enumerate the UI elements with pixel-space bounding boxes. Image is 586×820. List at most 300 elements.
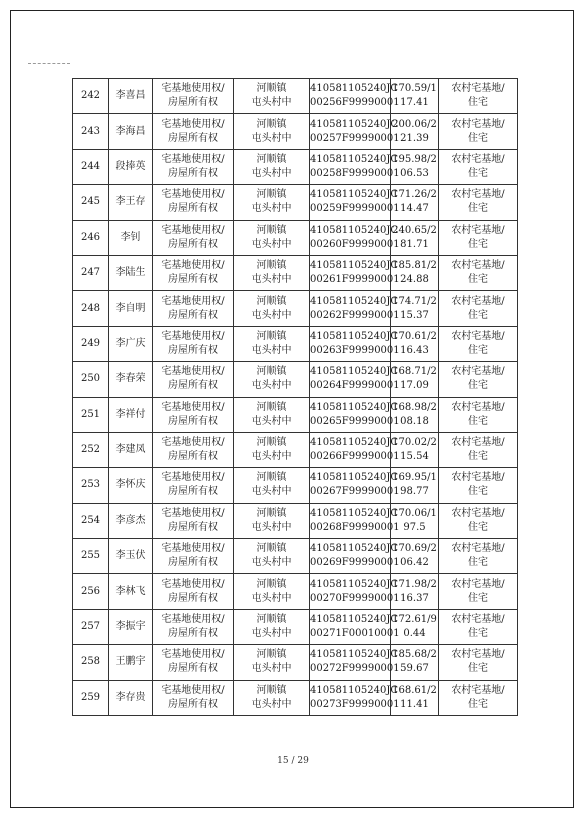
area-cell-line: 170.02/2 xyxy=(392,437,437,449)
record-number-cell: 249 xyxy=(73,326,109,361)
unit-code-cell-line: 410581105240JC xyxy=(310,189,399,201)
unit-code-cell-line: 00260F99990001 xyxy=(310,238,400,250)
owner-name-cell: 李王存 xyxy=(109,185,153,220)
record-number-cell: 248 xyxy=(73,291,109,326)
unit-code-cell-line: 410581105240JC xyxy=(310,153,399,165)
usage-cell-line: 住宅 xyxy=(468,380,488,392)
right-type-cell xyxy=(153,574,234,609)
unit-code-cell-line: 00267F99990001 xyxy=(310,486,400,498)
unit-code-cell-line: 00266F99990001 xyxy=(310,451,400,463)
usage-cell-line: 农村宅基地/ xyxy=(451,189,505,201)
unit-code-cell xyxy=(310,362,400,397)
unit-code-cell-line: 00256F99990001 xyxy=(310,97,400,109)
area-cell xyxy=(391,503,439,538)
location-cell-line: 屯头村中 xyxy=(251,415,292,427)
record-number-cell: 250 xyxy=(73,362,109,397)
right-type-cell-line: 房屋所有权 xyxy=(168,238,218,250)
record-number-cell: 246 xyxy=(73,220,109,255)
usage-cell xyxy=(439,503,518,538)
location-cell xyxy=(234,326,310,361)
right-type-cell-line: 房屋所有权 xyxy=(168,97,218,109)
unit-code-cell xyxy=(310,645,400,680)
unit-code-cell-line: 410581105240JC xyxy=(310,614,399,626)
table-row xyxy=(73,79,518,114)
area-cell-line: 17.09 xyxy=(400,380,429,392)
right-type-cell-line: 宅基地使用权/ xyxy=(161,507,225,519)
unit-code-cell-line: 00263F99990001 xyxy=(310,344,400,356)
location-cell-line: 屯头村中 xyxy=(251,132,292,144)
location-cell xyxy=(234,149,310,184)
location-cell xyxy=(234,114,310,149)
area-cell-line: 17.41 xyxy=(400,97,429,109)
usage-cell xyxy=(439,432,518,467)
location-cell-line: 屯头村中 xyxy=(251,380,292,392)
right-type-cell-line: 宅基地使用权/ xyxy=(161,684,225,696)
right-type-cell xyxy=(153,468,234,503)
unit-code-cell-line: 00257F99990001 xyxy=(310,132,400,144)
location-cell-line: 河顺镇 xyxy=(256,118,287,130)
right-type-cell-line: 宅基地使用权/ xyxy=(161,224,225,236)
usage-cell-line: 农村宅基地/ xyxy=(451,366,505,378)
usage-cell-line: 农村宅基地/ xyxy=(451,614,505,626)
location-cell-line: 屯头村中 xyxy=(251,592,292,604)
unit-code-cell-line: 00270F99990001 xyxy=(310,592,400,604)
area-cell-line: 185.68/2 xyxy=(392,649,437,661)
area-cell-line: 195.98/2 xyxy=(392,153,437,165)
record-number-cell: 244 xyxy=(73,149,109,184)
location-cell-line: 屯头村中 xyxy=(251,557,292,569)
records-table-body xyxy=(73,79,518,716)
right-type-cell xyxy=(153,503,234,538)
unit-code-cell-line: 410581105240JC xyxy=(310,543,399,555)
area-cell-line: 15.37 xyxy=(400,309,429,321)
area-cell-line: 171.98/2 xyxy=(392,578,437,590)
right-type-cell-line: 宅基地使用权/ xyxy=(161,543,225,555)
location-cell-line: 河顺镇 xyxy=(256,330,287,342)
usage-cell-line: 住宅 xyxy=(468,309,488,321)
unit-code-cell-line: 00268F99990001 xyxy=(310,521,400,533)
area-cell-line: 08.18 xyxy=(400,415,429,427)
unit-code-cell xyxy=(310,539,400,574)
location-cell-line: 河顺镇 xyxy=(256,83,287,95)
owner-name-cell: 李钊 xyxy=(109,220,153,255)
right-type-cell xyxy=(153,645,234,680)
right-type-cell xyxy=(153,255,234,290)
location-cell xyxy=(234,503,310,538)
area-cell-line: 170.06/1 xyxy=(392,507,437,519)
usage-cell xyxy=(439,609,518,644)
unit-code-cell-line: 410581105240JC xyxy=(310,578,399,590)
usage-cell-line: 农村宅基地/ xyxy=(451,153,505,165)
usage-cell xyxy=(439,291,518,326)
usage-cell-line: 住宅 xyxy=(468,167,488,179)
owner-name-cell: 李彦杰 xyxy=(109,503,153,538)
usage-cell-line: 农村宅基地/ xyxy=(451,224,505,236)
location-cell-line: 屯头村中 xyxy=(251,238,292,250)
area-cell xyxy=(391,680,439,715)
location-cell xyxy=(234,468,310,503)
right-type-cell-line: 房屋所有权 xyxy=(168,698,218,710)
owner-name-cell: 李建凤 xyxy=(109,432,153,467)
unit-code-cell-line: 00273F99990001 xyxy=(310,698,400,710)
right-type-cell-line: 宅基地使用权/ xyxy=(161,260,225,272)
usage-cell xyxy=(439,326,518,361)
unit-code-cell-line: 410581105240JC xyxy=(310,649,399,661)
area-cell-line: 170.69/2 xyxy=(392,543,437,555)
area-cell-line: 170.59/1 xyxy=(392,83,437,95)
table-row xyxy=(73,609,518,644)
usage-cell-line: 农村宅基地/ xyxy=(451,684,505,696)
unit-code-cell-line: 410581105240JC xyxy=(310,684,399,696)
area-cell-line: 98.77 xyxy=(400,486,429,498)
records-table xyxy=(72,78,518,716)
owner-name-cell: 李祥付 xyxy=(109,397,153,432)
usage-cell-line: 农村宅基地/ xyxy=(451,330,505,342)
location-cell-line: 河顺镇 xyxy=(256,189,287,201)
area-cell-line: 14.47 xyxy=(400,203,429,215)
area-cell-line: 171.26/2 xyxy=(392,189,437,201)
unit-code-cell xyxy=(310,291,400,326)
record-number-cell: 247 xyxy=(73,255,109,290)
owner-name-cell: 李存贵 xyxy=(109,680,153,715)
usage-cell-line: 农村宅基地/ xyxy=(451,260,505,272)
location-cell xyxy=(234,185,310,220)
area-cell-line: 81.71 xyxy=(400,238,429,250)
location-cell-line: 屯头村中 xyxy=(251,97,292,109)
record-number-cell: 242 xyxy=(73,79,109,114)
location-cell xyxy=(234,680,310,715)
unit-code-cell-line: 00259F99990001 xyxy=(310,203,400,215)
right-type-cell xyxy=(153,185,234,220)
usage-cell xyxy=(439,468,518,503)
area-cell-line: 16.37 xyxy=(400,592,429,604)
area-cell-line: 06.42 xyxy=(400,557,429,569)
right-type-cell-line: 宅基地使用权/ xyxy=(161,153,225,165)
record-number-cell: 254 xyxy=(73,503,109,538)
right-type-cell xyxy=(153,79,234,114)
usage-cell-line: 住宅 xyxy=(468,663,488,675)
unit-code-cell xyxy=(310,326,400,361)
area-cell xyxy=(391,220,439,255)
right-type-cell xyxy=(153,539,234,574)
table-row xyxy=(73,291,518,326)
area-cell-line: 174.71/2 xyxy=(392,295,437,307)
table-row xyxy=(73,185,518,220)
usage-cell xyxy=(439,185,518,220)
usage-cell-line: 住宅 xyxy=(468,415,488,427)
area-cell-line: 200.06/2 xyxy=(392,118,437,130)
table-row xyxy=(73,680,518,715)
usage-cell-line: 住宅 xyxy=(468,238,488,250)
record-number-cell: 252 xyxy=(73,432,109,467)
location-cell xyxy=(234,397,310,432)
right-type-cell-line: 宅基地使用权/ xyxy=(161,189,225,201)
usage-cell-line: 住宅 xyxy=(468,486,488,498)
right-type-cell xyxy=(153,680,234,715)
unit-code-cell-line: 00264F99990001 xyxy=(310,380,400,392)
unit-code-cell xyxy=(310,79,400,114)
usage-cell xyxy=(439,149,518,184)
right-type-cell-line: 房屋所有权 xyxy=(168,309,218,321)
location-cell-line: 屯头村中 xyxy=(251,486,292,498)
area-cell-line: 15.54 xyxy=(400,451,429,463)
usage-cell-line: 住宅 xyxy=(468,203,488,215)
right-type-cell-line: 房屋所有权 xyxy=(168,203,218,215)
area-cell-line: 169.95/1 xyxy=(392,472,437,484)
owner-name-cell: 李喜昌 xyxy=(109,79,153,114)
unit-code-cell-line: 410581105240JC xyxy=(310,295,399,307)
unit-code-cell-line: 410581105240JC xyxy=(310,83,399,95)
unit-code-cell-line: 410581105240JC xyxy=(310,330,399,342)
usage-cell-line: 农村宅基地/ xyxy=(451,507,505,519)
area-cell-line: 21.39 xyxy=(400,132,429,144)
location-cell-line: 屯头村中 xyxy=(251,203,292,215)
location-cell-line: 河顺镇 xyxy=(256,437,287,449)
right-type-cell-line: 宅基地使用权/ xyxy=(161,118,225,130)
right-type-cell-line: 房屋所有权 xyxy=(168,521,218,533)
right-type-cell-line: 宅基地使用权/ xyxy=(161,578,225,590)
right-type-cell xyxy=(153,432,234,467)
owner-name-cell: 李海昌 xyxy=(109,114,153,149)
location-cell-line: 河顺镇 xyxy=(256,260,287,272)
unit-code-cell xyxy=(310,397,400,432)
table-row xyxy=(73,432,518,467)
unit-code-cell-line: 00269F99990001 xyxy=(310,557,400,569)
usage-cell xyxy=(439,255,518,290)
right-type-cell xyxy=(153,114,234,149)
usage-cell xyxy=(439,645,518,680)
usage-cell-line: 农村宅基地/ xyxy=(451,543,505,555)
unit-code-cell xyxy=(310,609,400,644)
location-cell-line: 河顺镇 xyxy=(256,649,287,661)
usage-cell-line: 农村宅基地/ xyxy=(451,649,505,661)
unit-code-cell-line: 410581105240JC xyxy=(310,472,399,484)
right-type-cell-line: 房屋所有权 xyxy=(168,592,218,604)
usage-cell-line: 住宅 xyxy=(468,97,488,109)
location-cell-line: 河顺镇 xyxy=(256,472,287,484)
usage-cell xyxy=(439,574,518,609)
right-type-cell xyxy=(153,609,234,644)
usage-cell-line: 住宅 xyxy=(468,451,488,463)
owner-name-cell: 李玉伏 xyxy=(109,539,153,574)
record-number-cell: 257 xyxy=(73,609,109,644)
usage-cell-line: 住宅 xyxy=(468,132,488,144)
location-cell-line: 河顺镇 xyxy=(256,366,287,378)
usage-cell-line: 住宅 xyxy=(468,628,488,640)
area-cell-line: 168.98/2 xyxy=(392,401,437,413)
owner-name-cell: 李自明 xyxy=(109,291,153,326)
unit-code-cell xyxy=(310,149,400,184)
record-number-cell: 245 xyxy=(73,185,109,220)
area-cell-line: 0.44 xyxy=(403,628,426,640)
location-cell xyxy=(234,291,310,326)
unit-code-cell xyxy=(310,114,400,149)
location-cell-line: 河顺镇 xyxy=(256,507,287,519)
table-row xyxy=(73,503,518,538)
right-type-cell-line: 宅基地使用权/ xyxy=(161,437,225,449)
table-row xyxy=(73,220,518,255)
location-cell xyxy=(234,362,310,397)
table-row xyxy=(73,539,518,574)
usage-cell-line: 住宅 xyxy=(468,592,488,604)
location-cell-line: 屯头村中 xyxy=(251,344,292,356)
right-type-cell-line: 宅基地使用权/ xyxy=(161,366,225,378)
area-cell-line: 11.41 xyxy=(400,698,429,710)
usage-cell-line: 住宅 xyxy=(468,698,488,710)
area-cell-line: 97.5 xyxy=(403,521,426,533)
unit-code-cell-line: 410581105240JC xyxy=(310,437,399,449)
right-type-cell-line: 宅基地使用权/ xyxy=(161,83,225,95)
location-cell xyxy=(234,79,310,114)
right-type-cell xyxy=(153,291,234,326)
page-number: 15 / 29 xyxy=(277,756,309,766)
area-cell-line: 24.88 xyxy=(400,274,429,286)
usage-cell xyxy=(439,397,518,432)
right-type-cell-line: 房屋所有权 xyxy=(168,557,218,569)
unit-code-cell-line: 410581105240JC xyxy=(310,224,399,236)
owner-name-cell: 李振宇 xyxy=(109,609,153,644)
owner-name-cell: 李春荣 xyxy=(109,362,153,397)
unit-code-cell-line: 410581105240JC xyxy=(310,118,399,130)
unit-code-cell xyxy=(310,432,400,467)
area-cell-line: 16.43 xyxy=(400,344,429,356)
right-type-cell-line: 宅基地使用权/ xyxy=(161,295,225,307)
area-cell-line: 240.65/2 xyxy=(392,224,437,236)
owner-name-cell: 李陆生 xyxy=(109,255,153,290)
location-cell xyxy=(234,574,310,609)
right-type-cell-line: 房屋所有权 xyxy=(168,344,218,356)
table-row xyxy=(73,362,518,397)
location-cell xyxy=(234,609,310,644)
right-type-cell-line: 宅基地使用权/ xyxy=(161,472,225,484)
right-type-cell xyxy=(153,362,234,397)
unit-code-cell-line: 00261F99990001 xyxy=(310,274,400,286)
right-type-cell-line: 房屋所有权 xyxy=(168,132,218,144)
unit-code-cell-line: 410581105240JC xyxy=(310,507,399,519)
usage-cell-line: 住宅 xyxy=(468,344,488,356)
area-cell-line: 168.61/2 xyxy=(392,684,437,696)
table-row xyxy=(73,255,518,290)
unit-code-cell-line: 00265F99990001 xyxy=(310,415,400,427)
unit-code-cell xyxy=(310,255,400,290)
location-cell-line: 河顺镇 xyxy=(256,543,287,555)
table-row xyxy=(73,326,518,361)
location-cell-line: 屯头村中 xyxy=(251,451,292,463)
usage-cell-line: 农村宅基地/ xyxy=(451,578,505,590)
location-cell-line: 屯头村中 xyxy=(251,167,292,179)
record-number-cell: 255 xyxy=(73,539,109,574)
location-cell-line: 屯头村中 xyxy=(251,628,292,640)
location-cell xyxy=(234,220,310,255)
owner-name-cell: 李林飞 xyxy=(109,574,153,609)
unit-code-cell-line: 00272F99990001 xyxy=(310,663,400,675)
area-cell-line: 185.81/2 xyxy=(392,260,437,272)
usage-cell xyxy=(439,114,518,149)
table-row xyxy=(73,397,518,432)
right-type-cell-line: 宅基地使用权/ xyxy=(161,614,225,626)
unit-code-cell xyxy=(310,503,400,538)
unit-code-cell xyxy=(310,574,400,609)
owner-name-cell: 李怀庆 xyxy=(109,468,153,503)
right-type-cell xyxy=(153,149,234,184)
right-type-cell xyxy=(153,397,234,432)
location-cell xyxy=(234,539,310,574)
location-cell-line: 屯头村中 xyxy=(251,521,292,533)
location-cell-line: 河顺镇 xyxy=(256,153,287,165)
usage-cell-line: 农村宅基地/ xyxy=(451,83,505,95)
location-cell-line: 屯头村中 xyxy=(251,698,292,710)
right-type-cell-line: 房屋所有权 xyxy=(168,274,218,286)
right-type-cell-line: 房屋所有权 xyxy=(168,486,218,498)
table-row xyxy=(73,468,518,503)
record-number-cell: 259 xyxy=(73,680,109,715)
table-row xyxy=(73,149,518,184)
record-number-cell: 253 xyxy=(73,468,109,503)
unit-code-cell-line: 410581105240JC xyxy=(310,366,399,378)
usage-cell xyxy=(439,79,518,114)
usage-cell-line: 住宅 xyxy=(468,274,488,286)
area-cell-line: 170.61/2 xyxy=(392,330,437,342)
right-type-cell xyxy=(153,220,234,255)
area-cell-line: 59.67 xyxy=(400,663,429,675)
location-cell-line: 河顺镇 xyxy=(256,578,287,590)
usage-cell-line: 农村宅基地/ xyxy=(451,401,505,413)
right-type-cell-line: 房屋所有权 xyxy=(168,380,218,392)
right-type-cell-line: 房屋所有权 xyxy=(168,663,218,675)
unit-code-cell xyxy=(310,185,400,220)
record-number-cell: 256 xyxy=(73,574,109,609)
scan-mark xyxy=(28,63,70,65)
right-type-cell xyxy=(153,326,234,361)
unit-code-cell xyxy=(310,220,400,255)
table-row xyxy=(73,574,518,609)
record-number-cell: 258 xyxy=(73,645,109,680)
location-cell-line: 河顺镇 xyxy=(256,684,287,696)
right-type-cell-line: 房屋所有权 xyxy=(168,167,218,179)
right-type-cell-line: 房屋所有权 xyxy=(168,628,218,640)
location-cell-line: 屯头村中 xyxy=(251,274,292,286)
right-type-cell-line: 房屋所有权 xyxy=(168,451,218,463)
location-cell-line: 屯头村中 xyxy=(251,309,292,321)
unit-code-cell-line: 410581105240JC xyxy=(310,401,399,413)
unit-code-cell xyxy=(310,468,400,503)
right-type-cell-line: 宅基地使用权/ xyxy=(161,649,225,661)
usage-cell xyxy=(439,680,518,715)
table-row xyxy=(73,645,518,680)
location-cell-line: 屯头村中 xyxy=(251,663,292,675)
area-cell xyxy=(391,397,439,432)
area-cell xyxy=(391,574,439,609)
usage-cell-line: 农村宅基地/ xyxy=(451,118,505,130)
usage-cell xyxy=(439,220,518,255)
location-cell-line: 河顺镇 xyxy=(256,295,287,307)
owner-name-cell: 王鹏宇 xyxy=(109,645,153,680)
area-cell-line: 168.71/2 xyxy=(392,366,437,378)
area-cell-line: 172.61/9 xyxy=(392,614,437,626)
usage-cell xyxy=(439,539,518,574)
record-number-cell: 251 xyxy=(73,397,109,432)
usage-cell-line: 农村宅基地/ xyxy=(451,437,505,449)
location-cell xyxy=(234,432,310,467)
right-type-cell-line: 宅基地使用权/ xyxy=(161,401,225,413)
unit-code-cell xyxy=(310,680,400,715)
table-row xyxy=(73,114,518,149)
location-cell-line: 河顺镇 xyxy=(256,224,287,236)
record-number-cell: 243 xyxy=(73,114,109,149)
usage-cell-line: 住宅 xyxy=(468,521,488,533)
area-cell xyxy=(391,326,439,361)
usage-cell-line: 住宅 xyxy=(468,557,488,569)
